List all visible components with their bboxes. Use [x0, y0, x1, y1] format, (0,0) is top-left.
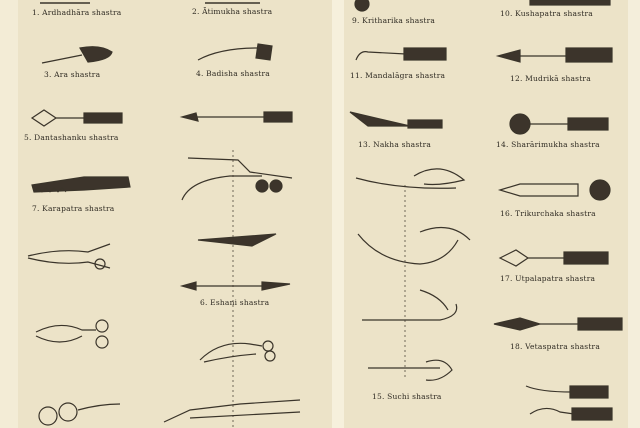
caption-shararimukha: 14. Sharārimukha shastra — [496, 140, 600, 149]
spoon-instrument-drawing — [530, 408, 612, 420]
trikurchaka-shastra-drawing — [500, 180, 610, 200]
dantashanku-shastra-drawing — [32, 110, 122, 126]
small-scissors-drawing — [28, 244, 110, 269]
caption-kritharika: 9. Kritharika shastra — [352, 16, 436, 25]
badisha-shastra-drawing — [198, 44, 272, 60]
caption-kushapatra: 10. Kushapatra shastra — [500, 9, 593, 18]
large-forceps-drawing — [39, 400, 300, 425]
utpalapatra-shastra-drawing — [500, 250, 608, 266]
mudrika-shastra-drawing — [498, 48, 612, 62]
suchi-shastra-drawing — [368, 360, 452, 380]
caption-nakha: 13. Nakha shastra — [358, 140, 432, 149]
shararimukha-shastra-drawing — [510, 114, 608, 134]
nakha-shastra-drawing — [350, 112, 442, 128]
karapatra-shastra-drawing — [32, 177, 130, 192]
curved-scissors-drawing — [200, 341, 275, 362]
bent-forceps-drawing — [182, 158, 292, 200]
vetaspatra-shastra-drawing — [494, 318, 622, 330]
mandalagra-shastra-drawing — [356, 48, 446, 60]
caption-trikurchaka: 16. Trikurchaka shastra — [500, 209, 596, 218]
caption-badisha: 4. Badisha shastra — [196, 69, 270, 78]
caption-eshani: 6. Eshani shastra — [200, 298, 270, 307]
hook-instrument-drawing — [526, 386, 608, 398]
pointed-scissors-drawing — [36, 320, 108, 348]
caption-dantashanku: 5. Dantashanku shastra — [24, 133, 119, 142]
caption-suchi: 15. Suchi shastra — [372, 392, 442, 401]
curved-needle-two-drawing — [358, 228, 470, 265]
eshani-shastra-drawing — [182, 234, 290, 290]
caption-utpalapatra: 17. Utpalapatra shastra — [500, 274, 596, 283]
kritharika-shastra-drawing — [355, 0, 369, 11]
curved-needle-one-drawing — [356, 169, 464, 188]
curved-needle-three-drawing — [362, 290, 457, 320]
kushapatra-shastra-drawing — [530, 0, 610, 5]
caption-ara: 3. Ara shastra — [44, 70, 101, 79]
spear-instrument-left-drawing — [182, 112, 292, 122]
caption-vetaspatra: 18. Vetaspatra shastra — [510, 342, 601, 351]
caption-atimukha: 2. Ātimukha shastra — [192, 7, 273, 16]
caption-ardhadhara: 1. Ardhadhāra shastra — [32, 8, 122, 17]
ara-shastra-drawing — [42, 47, 112, 63]
caption-karapatra: 7. Karapatra shastra — [32, 204, 115, 213]
caption-mudrika: 12. Mudrikā shastra — [510, 74, 591, 83]
caption-mandalagra: 11. Mandalāgra shastra — [350, 71, 446, 80]
